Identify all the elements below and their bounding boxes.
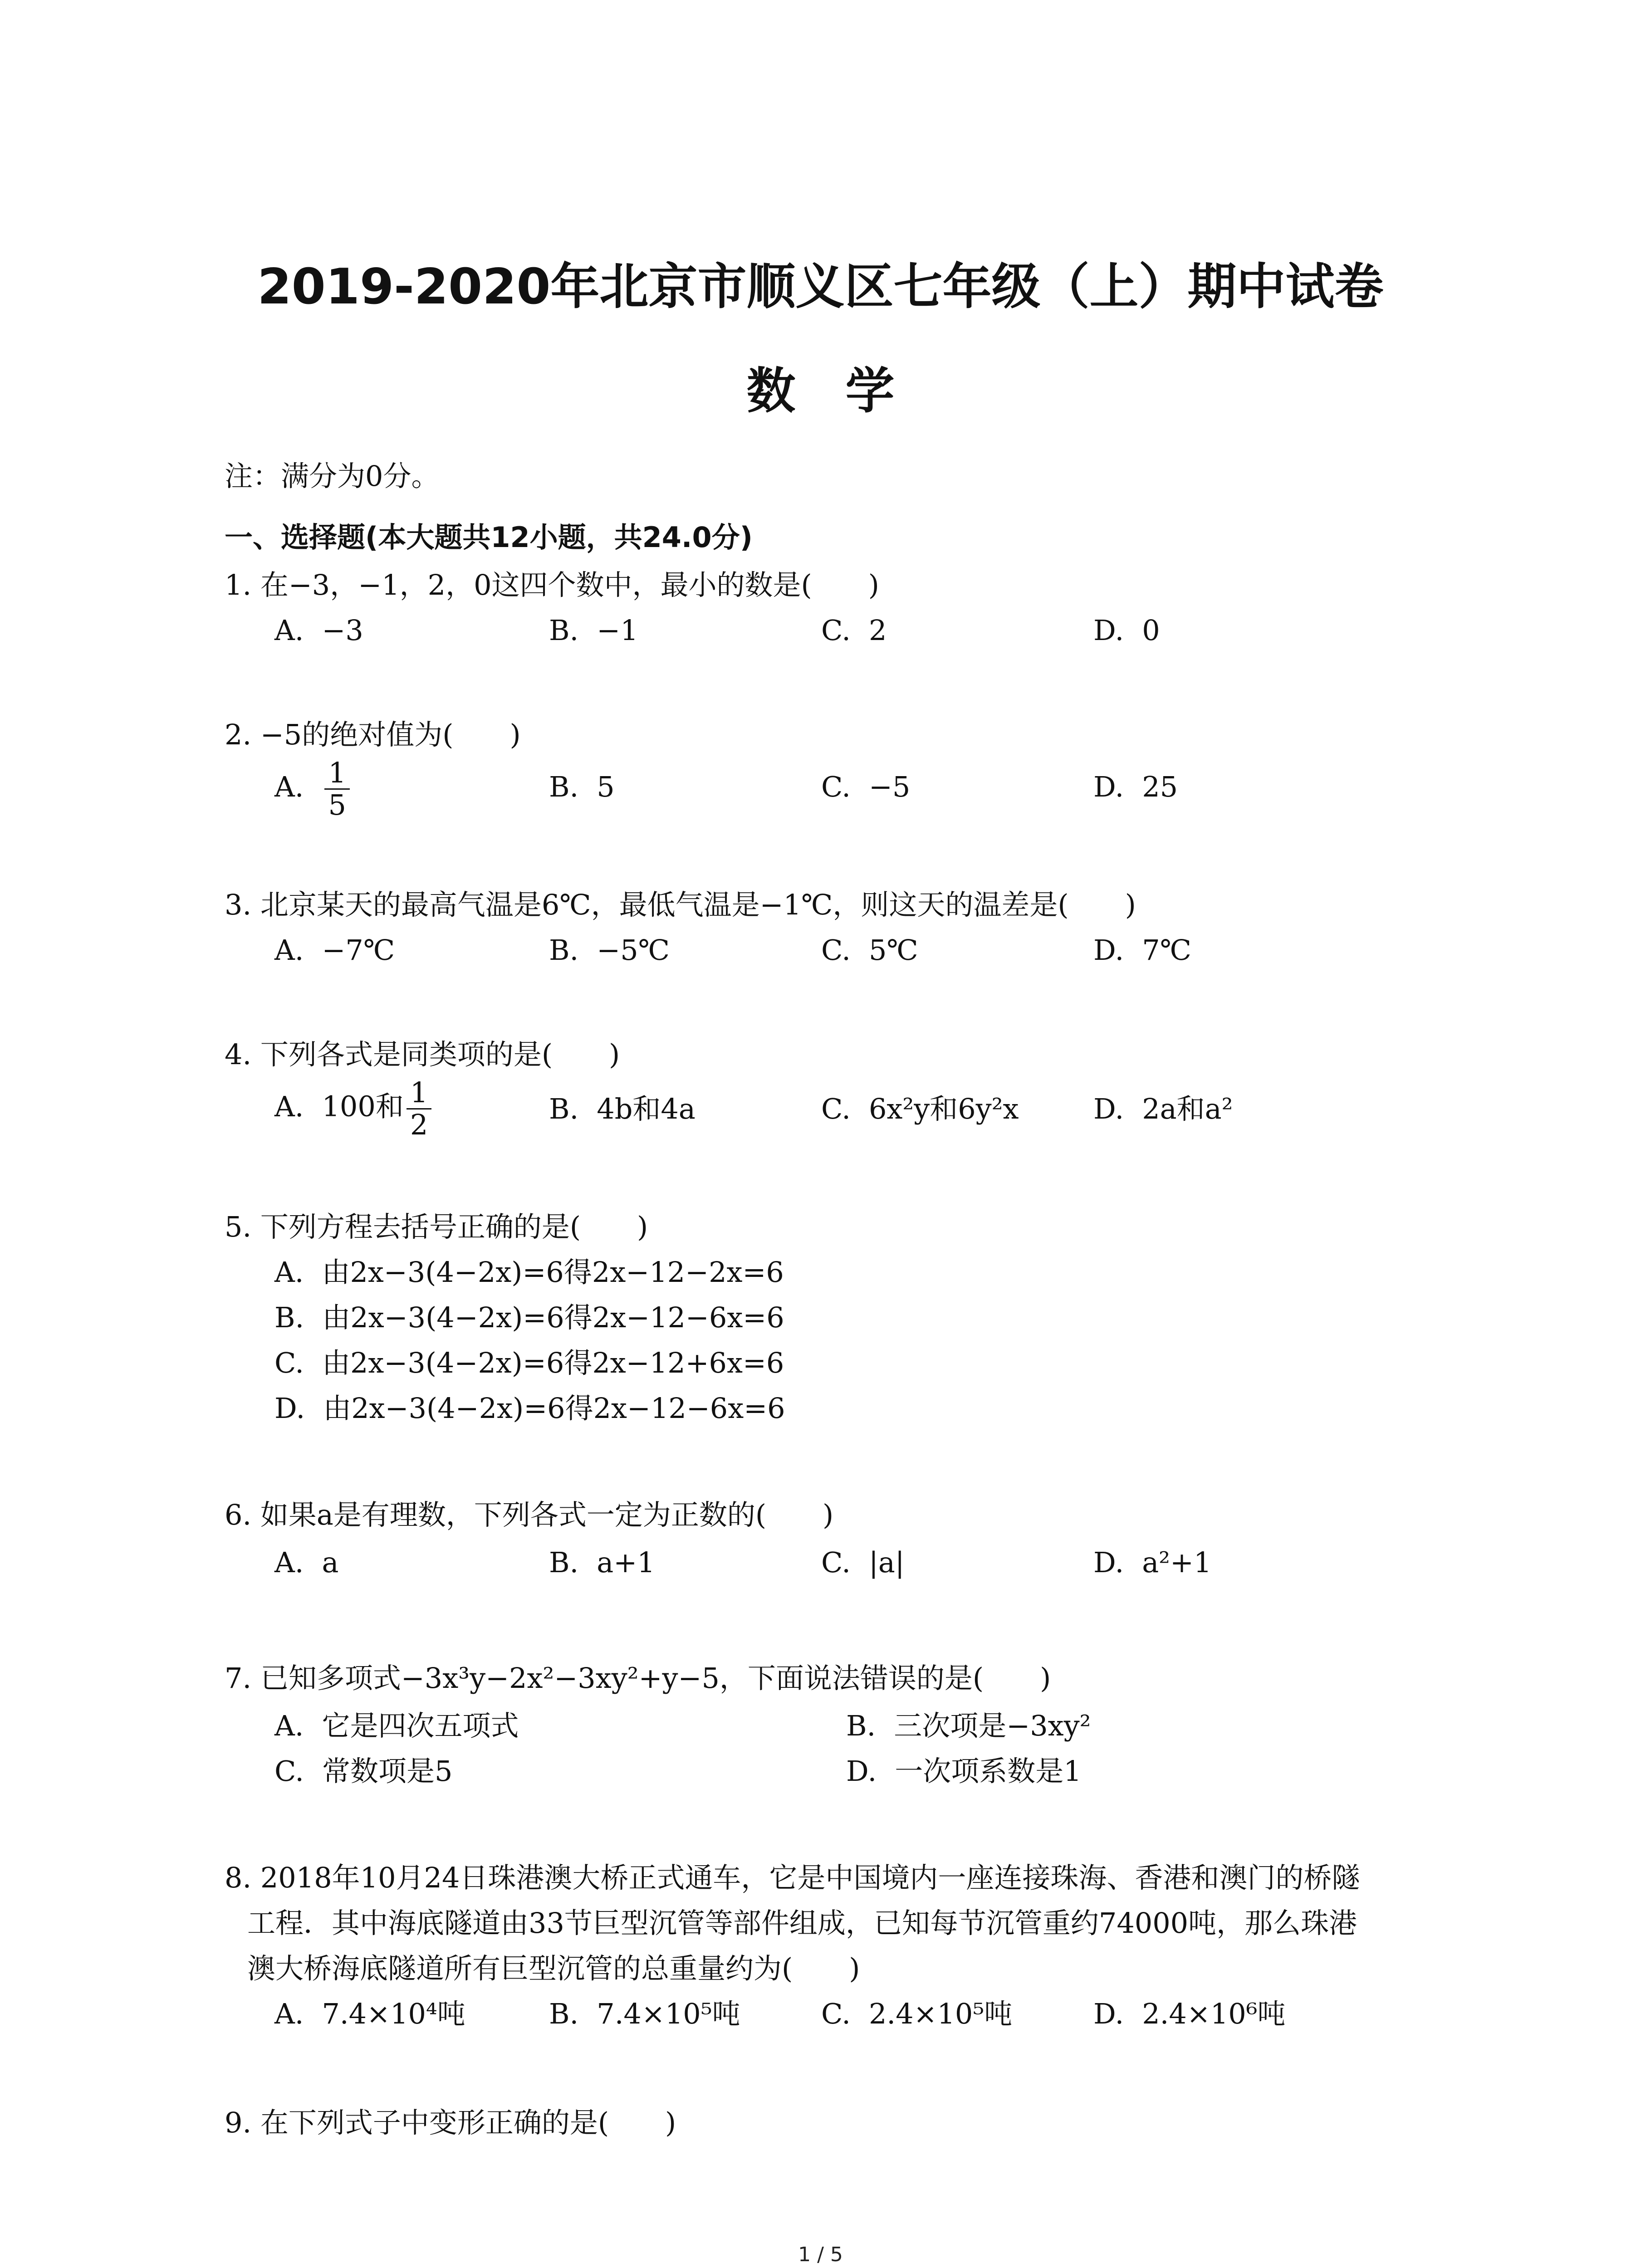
q7-option-a: A. 它是四次五项式 xyxy=(274,1709,519,1742)
q1-option-d: D. 0 xyxy=(1093,614,1160,647)
document-title: 2019-2020年北京市顺义区七年级（上）期中试卷 xyxy=(257,259,1384,315)
q8-option-b: B. 7.4×10⁵吨 xyxy=(549,1997,740,2030)
q5-option-d: D. 由2x−3(4−2x)=6得2x−12−6x=6 xyxy=(274,1392,785,1425)
score-note: 注：满分为0分。 xyxy=(225,459,440,493)
question-6-stem: 6. 如果a是有理数，下列各式一定为正数的( ) xyxy=(225,1498,834,1531)
q4-option-a: A. 100和 $\frac{1}{2}$ xyxy=(274,1077,434,1140)
question-8-stem-line2: 工程．其中海底隧道由33节巨型沉管等部件组成，已知每节沉管重约74000吨，那么珠港 xyxy=(247,1906,1357,1940)
q2-option-b: B. 5 xyxy=(549,770,615,803)
q2-option-a: A. $\frac{1}{5}$ xyxy=(274,758,353,821)
q7-option-d: D. 一次项系数是1 xyxy=(846,1755,1082,1788)
q6-option-a: A. a xyxy=(274,1546,339,1579)
q5-option-c: C. 由2x−3(4−2x)=6得2x−12+6x=6 xyxy=(274,1346,784,1379)
q7-option-c: C. 常数项是5 xyxy=(274,1755,453,1788)
section-heading: 一、选择题(本大题共12小题，共24.0分) xyxy=(225,521,753,554)
question-8-stem-line3: 澳大桥海底隧道所有巨型沉管的总重量约为( ) xyxy=(247,1952,860,1985)
q4-option-d: D. 2a和a² xyxy=(1093,1092,1233,1125)
q8-option-a: A. 7.4×10⁴吨 xyxy=(274,1997,465,2030)
question-7-stem: 7. 已知多项式−3x³y−2x²−3xy²+y−5，下面说法错误的是( ) xyxy=(225,1662,1051,1695)
question-4-stem: 4. 下列各式是同类项的是( ) xyxy=(225,1038,620,1071)
q1-option-c: C. 2 xyxy=(821,614,887,647)
q3-option-c: C. 5℃ xyxy=(821,934,918,967)
q4-option-c: C. 6x²y和6y²x xyxy=(821,1092,1019,1125)
q6-option-d: D. a²+1 xyxy=(1093,1546,1212,1579)
q6-option-b: B. a+1 xyxy=(549,1546,655,1579)
question-3-stem: 3. 北京某天的最高气温是6℃，最低气温是−1℃，则这天的温差是( ) xyxy=(225,888,1136,921)
q1-option-a: A. −3 xyxy=(274,614,363,647)
question-1-stem: 1. 在−3，−1，2，0这四个数中，最小的数是( ) xyxy=(225,568,879,601)
q8-option-d: D. 2.4×10⁶吨 xyxy=(1093,1997,1286,2030)
q8-option-c: C. 2.4×10⁵吨 xyxy=(821,1997,1013,2030)
page-number: 1 / 5 xyxy=(798,2243,843,2266)
question-2-stem: 2. −5的绝对值为( ) xyxy=(225,718,521,751)
question-8-stem-line1: 8. 2018年10月24日珠港澳大桥正式通车，它是中国境内一座连接珠海、香港和澳门的桥隧 xyxy=(225,1861,1360,1894)
q7-option-b: B. 三次项是−3xy² xyxy=(846,1709,1091,1742)
q1-option-b: B. −1 xyxy=(549,614,638,647)
q5-option-b: B. 由2x−3(4−2x)=6得2x−12−6x=6 xyxy=(274,1301,784,1334)
q2-option-c: C. −5 xyxy=(821,770,911,803)
q5-option-a: A. 由2x−3(4−2x)=6得2x−12−2x=6 xyxy=(274,1256,784,1289)
question-5-stem: 5. 下列方程去括号正确的是( ) xyxy=(225,1210,648,1243)
fraction: $\frac{1}{5}$ xyxy=(324,758,349,821)
q3-option-a: A. −7℃ xyxy=(274,934,395,967)
q3-option-b: B. −5℃ xyxy=(549,934,670,967)
q4-option-b: B. 4b和4a xyxy=(549,1092,696,1125)
q6-option-c: C. |a| xyxy=(821,1546,905,1579)
q2-option-d: D. 25 xyxy=(1093,770,1178,803)
question-9-stem: 9. 在下列式子中变形正确的是( ) xyxy=(225,2106,676,2139)
q3-option-d: D. 7℃ xyxy=(1093,934,1192,967)
fraction: $\frac{1}{2}$ xyxy=(407,1077,431,1140)
subject-title: 数学 xyxy=(746,363,945,420)
